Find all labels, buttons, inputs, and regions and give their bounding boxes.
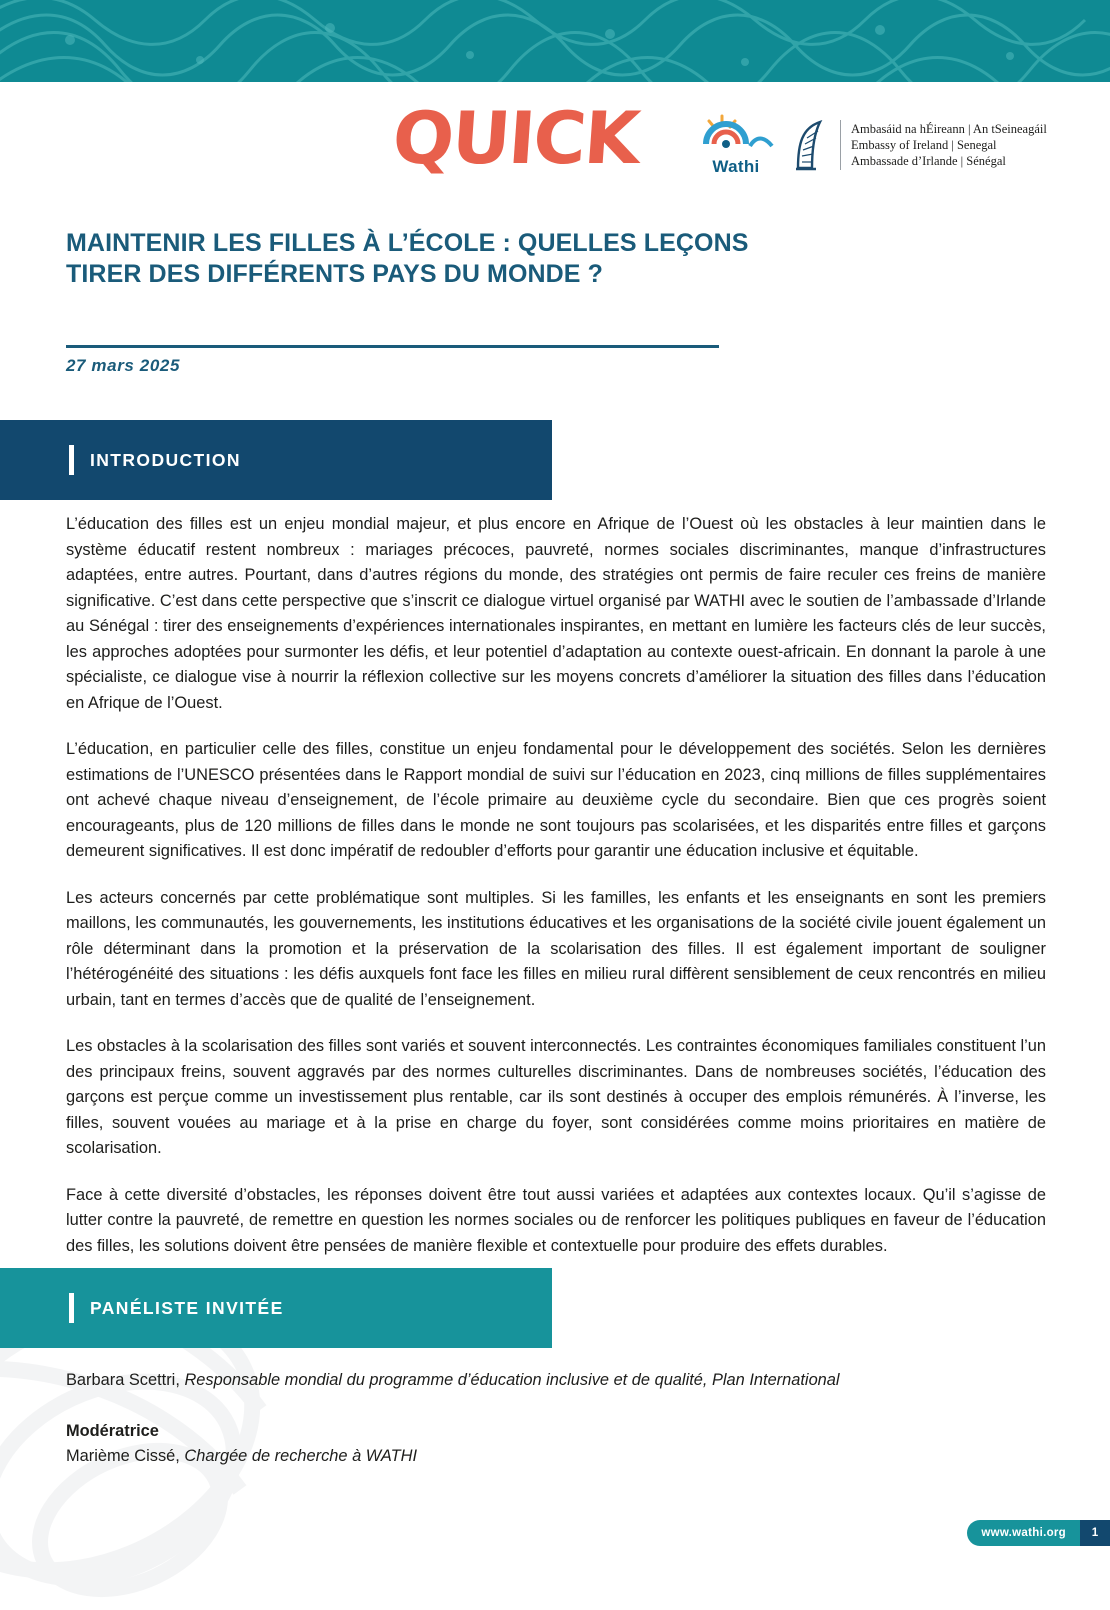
- intro-paragraph-5: Face à cette diversité d’obstacles, les réponses doivent être tout aussi variées et adaptées aux contextes locaux. Qu’il s’agisse de lutter contre la pauvreté, de remettre en question les normes sociales ou de renforcer les politiques publiques en faveur de l’éducation des filles, les solutions doivent être pensées de manière flexible et contextuelle pour produire des effets durables.: [66, 1185, 1046, 1255]
- quick-logo: QUICK: [390, 96, 642, 180]
- panelist-details: [66, 1368, 1046, 1469]
- logo-divider: [840, 120, 841, 170]
- embassy-of-ireland-logo: [790, 114, 1050, 176]
- panelist-row: [66, 1368, 1046, 1393]
- moderator-name: Marième Cissé,: [66, 1447, 180, 1465]
- section-tick: [69, 1293, 74, 1323]
- embassy-text: [851, 121, 1047, 169]
- section-header-panelist: [0, 1268, 552, 1348]
- introduction-body: [66, 512, 1046, 1259]
- intro-paragraph-4: Les obstacles à la scolarisation des filles sont variés et souvent interconnectés. Les contraintes économiques familiales constituent l’un des principaux freins, souvent aggravés par des normes culturelles discriminantes. Dans de nombreuses sociétés, l’éducation des garçons est perçue comme un investissement plus rentable, car ils sont destinés à occuper des emplois rémunérés. À l’inverse, les filles, souvent vouées au mariage et à la prise en charge du foyer, sont considérées comme moins prioritaires en matière de scolarisation.: [66, 1037, 1046, 1157]
- title-rule: [66, 345, 719, 348]
- embassy-line-en: Embassy of Ireland | Senegal: [851, 138, 997, 152]
- harp-icon: [790, 118, 830, 172]
- section-label-introduction: INTRODUCTION: [90, 449, 241, 470]
- section-header-introduction: [0, 420, 552, 500]
- intro-paragraph-2: L’éducation, en particulier celle des filles, constitue un enjeu fondamental pour le développement des sociétés. Selon les dernières estimations de l’UNESCO présentées dans le Rapport mondial de suivi sur l’éducation en 2023, cinq millions de filles supplémentaires ont achevé chaque niveau d’enseignement, de l’école primaire au deuxième cycle du secondaire. Bien que ces progrès soient encourageants, plus de 120 millions de filles dans le monde ne sont toujours pas scolarisées, et les disparités entre filles et garçons demeurent significatives. Il est donc impératif de redoubler d’efforts pour garantir une éducation inclusive et équitable.: [66, 740, 1046, 860]
- wathi-mark-icon: [692, 110, 780, 150]
- footer: [967, 1520, 1110, 1546]
- section-tick: [69, 445, 74, 475]
- header-logos: [0, 96, 1110, 192]
- publication-date: 27 mars 2025: [66, 356, 181, 375]
- embassy-line-ga: Ambasáid na hÉireann | An tSeineagáil: [851, 122, 1047, 136]
- moderator-role: Chargée de recherche à WATHI: [184, 1447, 418, 1465]
- intro-paragraph-1: L’éducation des filles est un enjeu mondial majeur, et plus encore en Afrique de l’Ouest où les obstacles à leur maintien dans le système éducatif restent nombreux : mariages précoces, pauvreté, normes sociales discriminantes, manque d’infrastructures adaptées, entre autres. Pourtant, dans d’autres régions du monde, des stratégies ont permis de faire reculer ces freins de manière significative. C’est dans cette perspective que s’inscrit ce dialogue virtuel organisé par WATHI avec le soutien de l’ambassade d’Irlande au Sénégal : tirer des enseignements d’expériences internationales inspirantes, en mettant en lumière les facteurs clés de leur succès, les approches adoptées pour surmonter les défis, et leur potentiel d’adaptation au contexte ouest-africain. En donnant la parole à une spécialiste, ce dialogue vise à nourrir la réflexion collective sur les moyens concrets d’améliorer la situation des filles dans l’éducation en Afrique de l’Ouest.: [66, 515, 1046, 712]
- section-label-panelist: PANÉLISTE INVITÉE: [90, 1297, 284, 1318]
- decorative-top-band: [0, 0, 1110, 82]
- panelist-name: Barbara Scettri,: [66, 1371, 180, 1389]
- footer-website-link[interactable]: www.wathi.org: [967, 1520, 1080, 1546]
- page-title: MAINTENIR LES FILLES À L’ÉCOLE : QUELLES LEÇONS TIRER DES DIFFÉRENTS PAYS DU MONDE ?: [66, 229, 749, 288]
- footer-page-number: 1: [1080, 1520, 1110, 1546]
- wathi-logo-label: Wathi: [712, 157, 760, 176]
- intro-paragraph-3: Les acteurs concernés par cette problématique sont multiples. Si les familles, les enfants et les enseignants en sont les premiers maillons, les communautés, les gouvernements, les institutions éducatives et les organisations de la société civile jouent également un rôle déterminant dans la promotion et la préservation de la scolarisation des filles. Il est également important de souligner l’hétérogénéité des situations : les défis auxquels font face les filles en milieu rural diffèrent sensiblement de ceux rencontrés en milieu urbain, tant en termes d’accès que de qualité de l’enseignement.: [66, 888, 1046, 1009]
- moderator-row: [66, 1419, 1046, 1469]
- moderator-label: Modératrice: [66, 1422, 159, 1440]
- panelist-role: Responsable mondial du programme d’éducation inclusive et de qualité, Plan International: [184, 1371, 840, 1389]
- wathi-logo: [692, 110, 780, 180]
- embassy-line-fr: Ambassade d’Irlande | Sénégal: [851, 154, 1006, 168]
